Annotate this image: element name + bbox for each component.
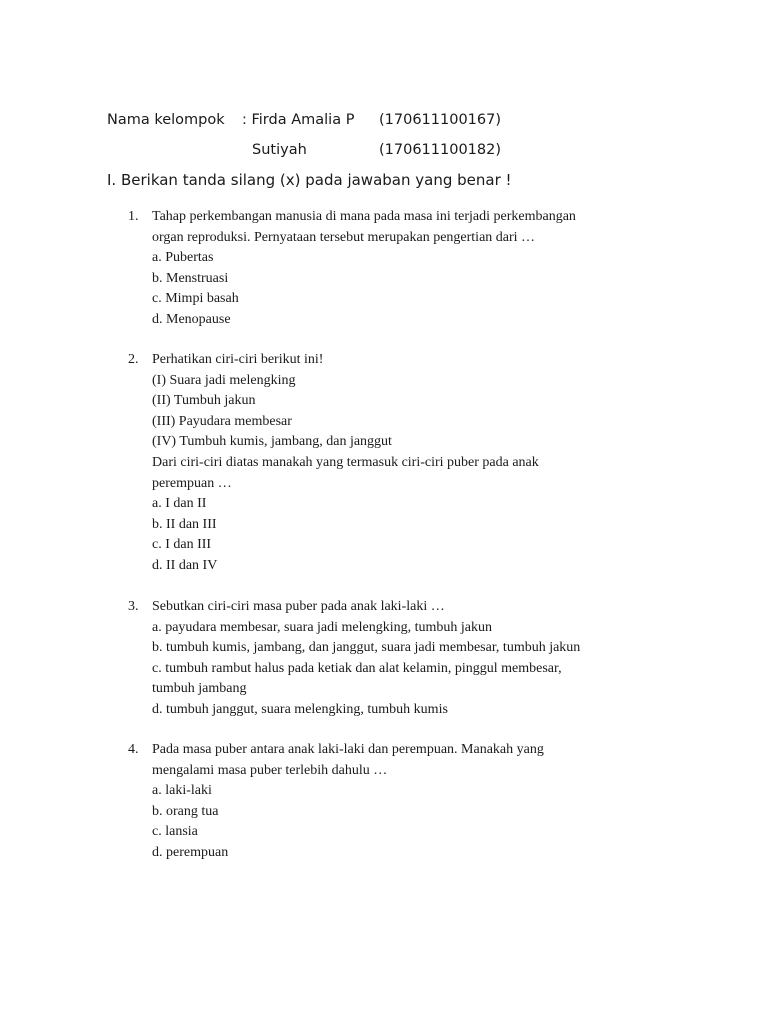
question-body (152, 597, 622, 721)
statement-iii: (III) Payudara membesar (152, 413, 292, 429)
answer-option-a: a. laki-laki (152, 783, 212, 799)
answer-option-b: b. Menstruasi (152, 270, 229, 286)
answer-option-a: a. payudara membesar, suara jadi melengking, tumbuh jakun (152, 619, 492, 635)
answer-option-b: b. tumbuh kumis, jambang, dan janggut, suara jadi membesar, tumbuh jakun (152, 640, 581, 656)
answer-option-a: a. Pubertas (152, 250, 214, 266)
member-id-2: (170611100182) (379, 142, 502, 158)
question-text-line: perempuan … (152, 475, 232, 491)
question-body (152, 207, 622, 331)
answer-option-c: c. I dan III (152, 537, 212, 553)
group-label: Nama kelompok (107, 112, 225, 128)
question-body (152, 740, 622, 864)
member-name-1: : Firda Amalia P (242, 112, 355, 128)
question-text-line: Perhatikan ciri-ciri berikut ini! (152, 352, 324, 367)
question-text-line: Sebutkan ciri-ciri masa puber pada anak laki-laki … (152, 599, 445, 614)
statement-ii: (II) Tumbuh jakun (152, 393, 256, 409)
answer-option-a: a. I dan II (152, 496, 207, 512)
instruction-heading: I. Berikan tanda silang (x) pada jawaban yang benar ! (107, 171, 512, 189)
question-body (152, 350, 622, 577)
answer-option-b: b. II dan III (152, 516, 217, 532)
question-text-line: Tahap perkembangan manusia di mana pada masa ini terjadi perkembangan (152, 209, 576, 224)
answer-option-c: c. Mimpi basah (152, 291, 239, 307)
answer-option-c: c. lansia (152, 824, 198, 840)
statement-i: (I) Suara jadi melengking (152, 372, 296, 388)
question-number: 1. (128, 209, 139, 224)
answer-option-c: c. tumbuh rambut halus pada ketiak dan alat kelamin, pinggul membesar, (152, 660, 562, 676)
answer-option-d: d. Menopause (152, 311, 231, 327)
question-text-line: Pada masa puber antara anak laki-laki dan perempuan. Manakah yang (152, 742, 544, 757)
statement-iv: (IV) Tumbuh kumis, jambang, dan janggut (152, 434, 392, 450)
answer-option-d: d. perempuan (152, 844, 229, 860)
answer-option-c-continued: tumbuh jambang (152, 681, 247, 697)
question-text-line: Dari ciri-ciri diatas manakah yang termasuk ciri-ciri puber pada anak (152, 454, 539, 470)
question-number: 3. (128, 599, 139, 614)
question-text-line: mengalami masa puber terlebih dahulu … (152, 762, 388, 778)
question-number: 2. (128, 352, 139, 367)
question-text-line: organ reproduksi. Pernyataan tersebut merupakan pengertian dari … (152, 229, 536, 245)
member-id-1: (170611100167) (379, 112, 502, 128)
answer-option-d: d. II dan IV (152, 557, 218, 573)
member-name-2: Sutiyah (252, 142, 307, 158)
answer-option-b: b. orang tua (152, 803, 219, 819)
question-number: 4. (128, 742, 139, 757)
answer-option-d: d. tumbuh janggut, suara melengking, tumbuh kumis (152, 701, 448, 717)
